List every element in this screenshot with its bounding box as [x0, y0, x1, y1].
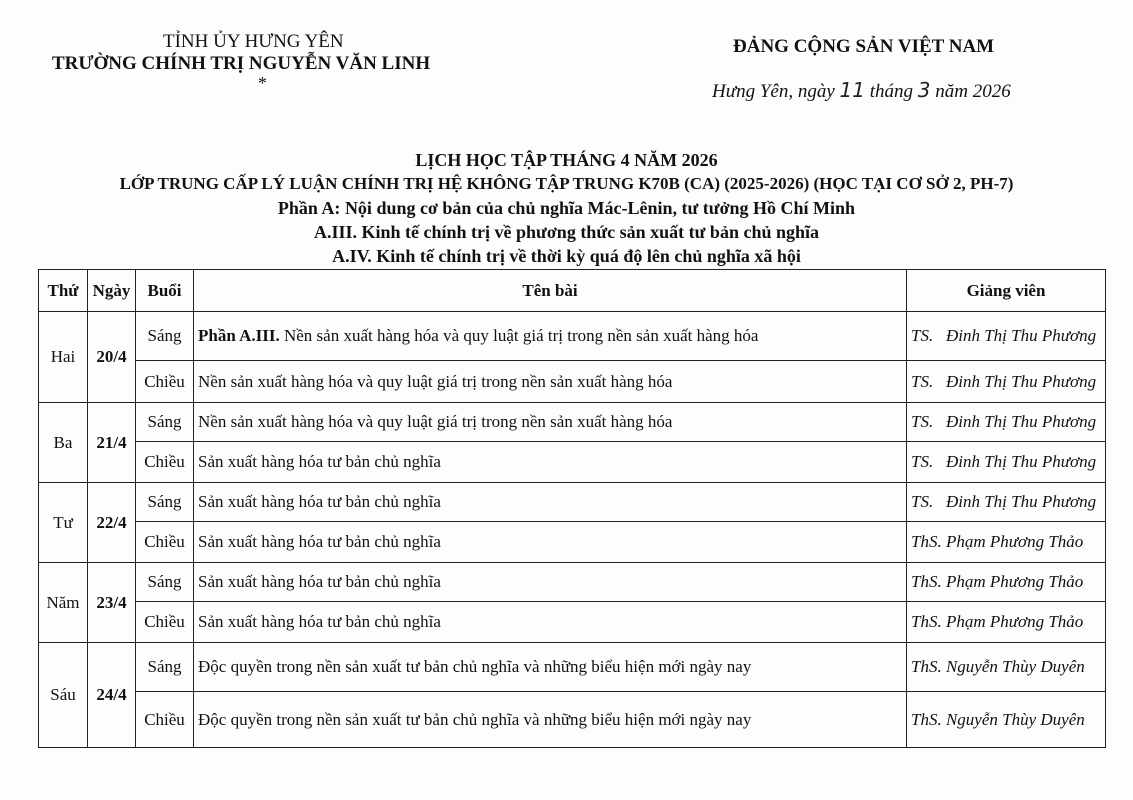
- session-cell: Sáng: [136, 312, 194, 361]
- session-cell: Sáng: [136, 643, 194, 692]
- lecturer-cell: TS. Đinh Thị Thu Phương: [907, 442, 1106, 483]
- date-month-label: tháng: [869, 81, 914, 102]
- lecturer-cell: ThS. Nguyễn Thùy Duyên: [907, 692, 1106, 748]
- lecturer-cell: ThS. Phạm Phương Thảo: [907, 522, 1106, 563]
- lecturer-cell: ThS. Phạm Phương Thảo: [907, 563, 1106, 602]
- table-row: [39, 522, 1106, 563]
- issue-date: [712, 78, 1011, 103]
- day-cell: Tư: [39, 483, 88, 563]
- lecturer-cell: TS. Đinh Thị Thu Phương: [907, 312, 1106, 361]
- lesson-title: Sản xuất hàng hóa tư bản chủ nghĩa: [198, 492, 441, 511]
- lecturer-cell: TS. Đinh Thị Thu Phương: [907, 361, 1106, 403]
- session-cell: Sáng: [136, 483, 194, 522]
- session-cell: Sáng: [136, 403, 194, 442]
- org-line-1: TỈNH ỦY HƯNG YÊN: [163, 31, 344, 52]
- lesson-title-cell: [194, 563, 907, 602]
- table-row: [39, 643, 1106, 692]
- lesson-title-cell: [194, 643, 907, 692]
- session-cell: Chiều: [136, 602, 194, 643]
- part-title: [0, 198, 1133, 219]
- table-row: [39, 442, 1106, 483]
- header-title: Tên bài: [194, 270, 907, 312]
- table-body: [39, 312, 1106, 748]
- class-title: LỚP TRUNG CẤP LÝ LUẬN CHÍNH TRỊ HỆ KHÔNG TẬP TRUNG K70B (CA) (2025-2026) (HỌC TẠI CƠ SỞ 2, PH-7): [119, 174, 1014, 193]
- lesson-title: Sản xuất hàng hóa tư bản chủ nghĩa: [198, 532, 441, 551]
- session-cell: Chiều: [136, 442, 194, 483]
- table-row: [39, 563, 1106, 602]
- table-row: [39, 692, 1106, 748]
- lesson-title: Độc quyền trong nền sản xuất tư bản chủ nghĩa và những biểu hiện mới ngày nay: [198, 709, 752, 729]
- party-name: ĐẢNG CỘNG SẢN VIỆT NAM: [733, 36, 995, 57]
- schedule-title: LỊCH HỌC TẬP THÁNG 4 NĂM 2026: [415, 150, 718, 170]
- lesson-title: Sản xuất hàng hóa tư bản chủ nghĩa: [198, 452, 441, 471]
- table-header-row: [39, 270, 1106, 312]
- lesson-title-cell: [194, 692, 907, 748]
- schedule-table: [38, 269, 1106, 748]
- lesson-title-cell: [194, 312, 907, 361]
- lesson-title: Sản xuất hàng hóa tư bản chủ nghĩa: [198, 612, 441, 631]
- lecturer-cell: TS. Đinh Thị Thu Phương: [907, 403, 1106, 442]
- date-month: 3: [917, 78, 931, 102]
- lesson-title: Nền sản xuất hàng hóa và quy luật giá trị trong nền sản xuất hàng hóa: [198, 371, 673, 391]
- header-day: Thứ: [39, 270, 88, 312]
- date-day: 11: [839, 78, 865, 102]
- org-star: *: [258, 73, 267, 93]
- lesson-title-cell: [194, 403, 907, 442]
- header-lecturer: Giảng viên: [907, 270, 1106, 312]
- lesson-title: Nền sản xuất hàng hóa và quy luật giá trị trong nền sản xuất hàng hóa: [279, 326, 759, 345]
- section-3-title: A.III. Kinh tế chính trị về phương thức sản xuất tư bản chủ nghĩa: [314, 222, 819, 242]
- lesson-title-cell: [194, 483, 907, 522]
- session-cell: Chiều: [136, 361, 194, 403]
- day-cell: Hai: [39, 312, 88, 403]
- date-prefix: Hưng Yên, ngày: [712, 81, 835, 102]
- date-year: năm 2026: [935, 81, 1011, 102]
- table-row: [39, 361, 1106, 403]
- lesson-title: Nền sản xuất hàng hóa và quy luật giá trị trong nền sản xuất hàng hóa: [198, 412, 673, 431]
- section-4-title: A.IV. Kinh tế chính trị về thời kỳ quá độ lên chủ nghĩa xã hội: [332, 246, 801, 266]
- date-cell: 20/4: [88, 312, 136, 403]
- header-date: Ngày: [88, 270, 136, 312]
- part-text: Nội dung cơ bản của chủ nghĩa Mác-Lênin, tư tưởng Hồ Chí Minh: [344, 198, 856, 218]
- session-cell: Chiều: [136, 692, 194, 748]
- table-row: [39, 403, 1106, 442]
- date-cell: 24/4: [88, 643, 136, 748]
- date-cell: 21/4: [88, 403, 136, 483]
- lesson-title: Sản xuất hàng hóa tư bản chủ nghĩa: [198, 572, 441, 591]
- lecturer-cell: ThS. Phạm Phương Thảo: [907, 602, 1106, 643]
- lesson-part-prefix: Phần A.III.: [198, 326, 280, 345]
- part-label: Phần A:: [277, 198, 341, 218]
- header-session: Buổi: [136, 270, 194, 312]
- lecturer-cell: ThS. Nguyễn Thùy Duyên: [907, 643, 1106, 692]
- table-row: [39, 312, 1106, 361]
- table-row: [39, 602, 1106, 643]
- lesson-title-cell: [194, 442, 907, 483]
- table-row: [39, 483, 1106, 522]
- lesson-title-cell: [194, 522, 907, 563]
- lecturer-cell: TS. Đinh Thị Thu Phương: [907, 483, 1106, 522]
- lesson-title: Độc quyền trong nền sản xuất tư bản chủ nghĩa và những biểu hiện mới ngày nay: [198, 657, 752, 676]
- lesson-title-cell: [194, 361, 907, 403]
- session-cell: Chiều: [136, 522, 194, 563]
- org-line-2: TRƯỜNG CHÍNH TRỊ NGUYỄN VĂN LINH: [52, 53, 431, 74]
- date-cell: 23/4: [88, 563, 136, 643]
- lesson-title-cell: [194, 602, 907, 643]
- date-cell: 22/4: [88, 483, 136, 563]
- day-cell: Năm: [39, 563, 88, 643]
- session-cell: Sáng: [136, 563, 194, 602]
- day-cell: Sáu: [39, 643, 88, 748]
- day-cell: Ba: [39, 403, 88, 483]
